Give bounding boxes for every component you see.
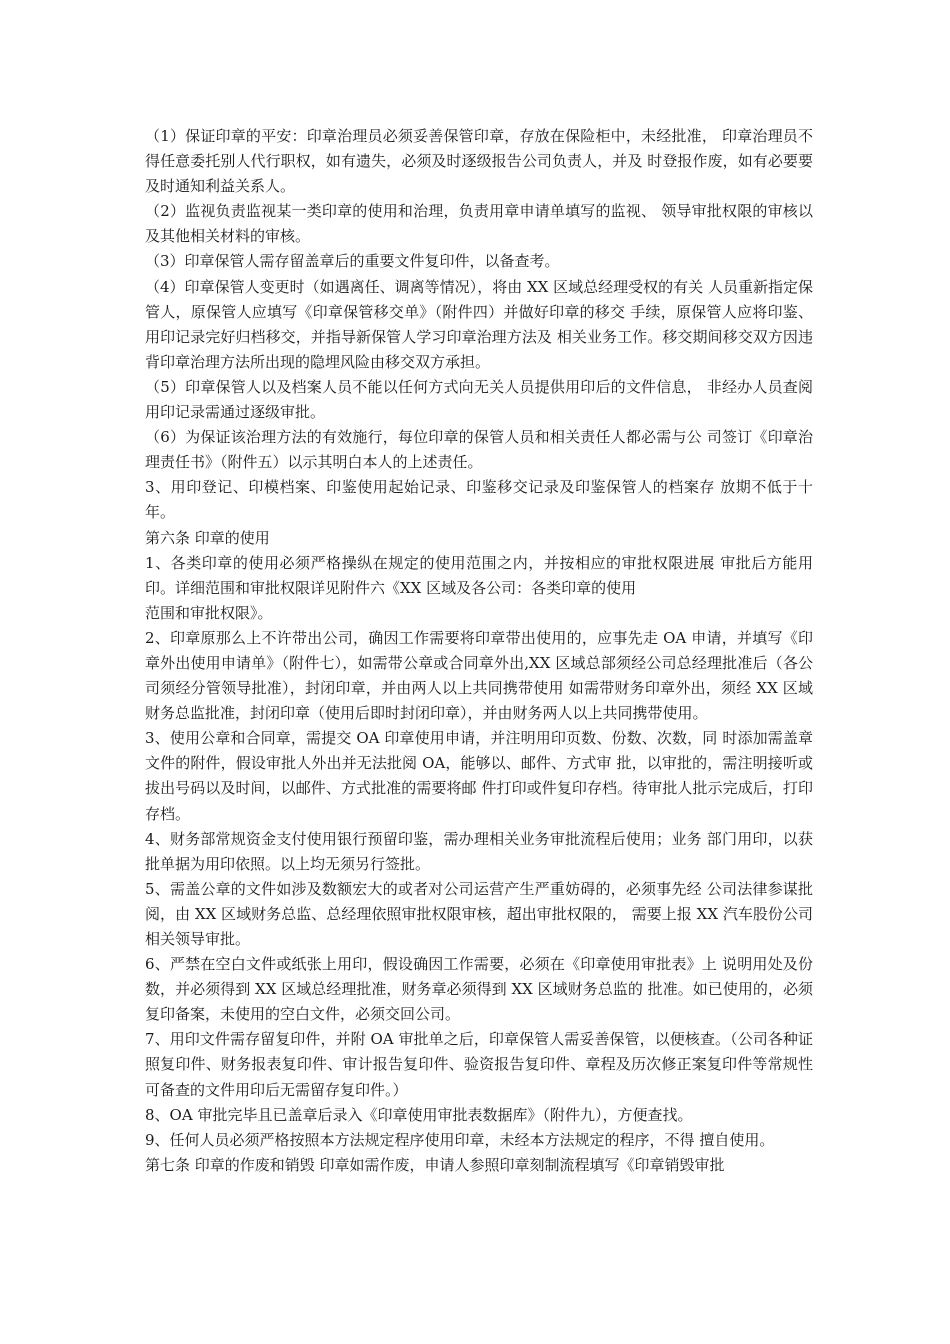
- paragraph-info-confidentiality: （5）印章保管人以及档案人员不能以任何方式向无关人员提供用印后的文件信息， 非经办人员查阅用印记录需通过逐级审批。: [145, 377, 813, 422]
- paragraph-supervision: （2）监视负责监视某一类印章的使用和治理，负责用章申请单填写的监视、 领导审批权限的审核以及其他相关材料的审核。: [145, 202, 813, 246]
- section-heading-article-6: 第六条 印章的使用: [145, 528, 270, 547]
- section-heading-article-7: 第七条 印章的作废和销毁 印章如需作废，申请人参照印章刻制流程填写《印章销毁审批: [145, 1155, 725, 1174]
- paragraph-oa-application: 3、使用公章和合同章，需提交 OA 印章使用申请，并注明用印页数、份数、次数，同 时添加需盖章文件的附件，假设审批人外出并无法批阅 OA，能够以、邮件、方式审 批，以审批的，需注明接听或拔出号码以及时间，以邮件、方式批准的需要将邮 件打印或件复印存档。待审批人批示完成后，打印存档。: [145, 729, 813, 823]
- paragraph-take-out-seal: 2、印章原那么上不许带出公司，确因工作需要将印章带出使用的，应事先走 OA 申请，并填写《印章外出使用申请单》（附件七），如需带公章或合同章外出,XX 区域总部须经公司总经理批准后（各公司须经分管领导批准），封闭印章，并由两人以上共同携带使用 如需带财务印章外出，须经 XX 区域财务总监批准，封闭印章（使用后即时封闭印章），并由财务两人以上共同携带使用。: [145, 628, 813, 723]
- paragraph-custodian-change: （4）印章保管人变更时（如遇离任、调离等情况），将由 XX 区域总经理受权的有关 人员重新指定保管人，原保管人应填写《印章保管移交单》（附件四）并做好印章的移交 手续，原保管人应将印鉴、用印记录完好归档移交，并指导新保管人学习印章治理方法及 相关业务工作。移交期间移交双方因违背印章治理方法所出现的隐埋风险由移交双方承担。: [145, 277, 813, 371]
- paragraph-major-documents: 5、需盖公章的文件如涉及数额宏大的或者对公司运营产生严重妨碍的，必须事先经 公司法律参谋批阅，由 XX 区域财务总监、总经理依照审批权限审核，超出审批权限的， 需要上报 XX 汽车股份公司相关领导审批。: [145, 879, 813, 948]
- paragraph-database-entry: 8、OA 审批完毕且已盖章后录入《印章使用审批表数据库》（附件九），方便查找。: [145, 1105, 693, 1124]
- paragraph-usage-scope: 1、各类印章的使用必须严格操纵在规定的使用范围之内，并按相应的审批权限进展 审批后方能用印。详细范围和审批权限详见附件六《XX 区域及各公司：各类印章的使用 范围和审批权限》。: [145, 553, 813, 622]
- paragraph-archive-period: 3、用印登记、印模档案、印鉴使用起始记录、印鉴移交记录及印鉴保管人的档案存 放期不低于十年。: [145, 478, 813, 522]
- paragraph-finance-seal: 4、财务部常规资金支付使用银行预留印鉴，需办理相关业务审批流程后使用；业务 部门用印，以获批单据为用印依照。以上均无须另行签批。: [145, 829, 813, 873]
- paragraph-seal-safety: （1）保证印章的平安：印章治理员必须妥善保管印章，存放在保险柜中，未经批准， 印章治理员不得任意委托别人代行职权，如有遗失，必须及时逐级报告公司负责人，并及 时登报作废，如有必要要及时通知利益关系人。: [145, 127, 813, 196]
- paragraph-copy-keeping: 7、用印文件需存留复印件，并附 OA 审批单之后，印章保管人需妥善保管，以便核查。（公司各种证照复印件、财务报表复印件、审计报告复印件、验资报告复印件、章程及历次修正案复印件等常规性可备查的文件用印后无需留存复印件。）: [145, 1030, 813, 1099]
- document-page: [145, 124, 813, 1178]
- paragraph-responsibility-letter: （6）为保证该治理方法的有效施行，每位印章的保管人员和相关责任人都必需与公 司签订《印章治理责任书》（附件五）以示其明白本人的上述责任。: [145, 428, 813, 472]
- paragraph-copy-retention: （3）印章保管人需存留盖章后的重要文件复印件，以备查考。: [145, 252, 560, 271]
- paragraph-blank-paper: 6、严禁在空白文件或纸张上用印，假设确因工作需要，必须在《印章使用审批表》上 说明用处及份数，并必须得到 XX 区域总经理批准，财务章必须得到 XX 区域财务总监的 批准。如已使用的，必须复印备案，未使用的空白文件，必须交回公司。: [145, 955, 813, 1024]
- paragraph-strict-procedure: 9、任何人员必须严格按照本方法规定程序使用印章，未经本方法规定的程序，不得 擅自使用。: [145, 1130, 775, 1149]
